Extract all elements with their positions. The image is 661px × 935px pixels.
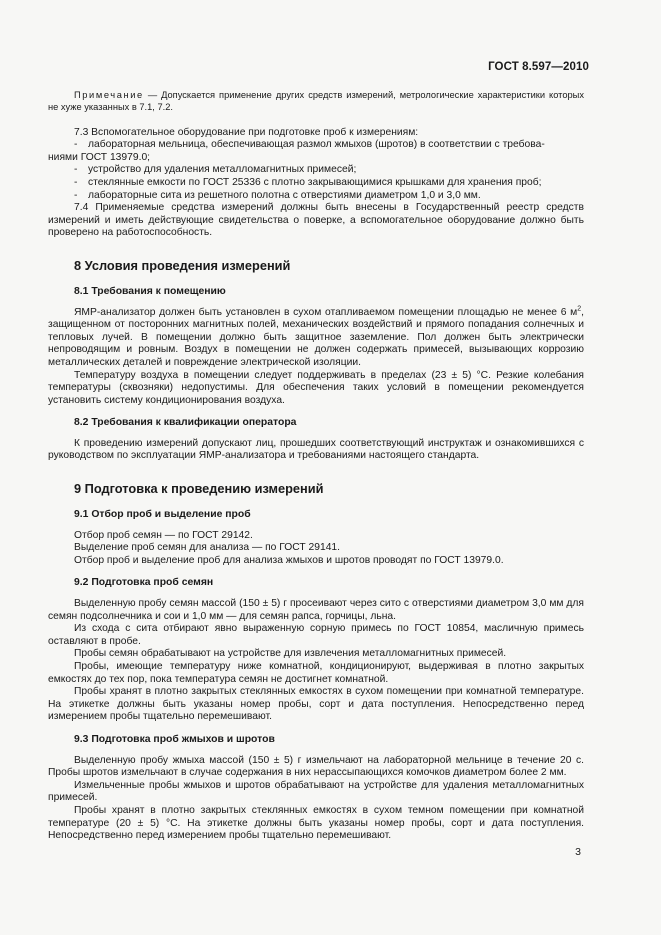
subsection-8-2-title: 8.2 Требования к квалификации оператора	[74, 417, 297, 429]
bullet-dash: -	[74, 139, 78, 151]
list-item-text: лабораторные сита из решетного полотна с отверстиями диаметром 1,0 и 3,0 мм.	[88, 189, 481, 201]
list-item-text: стеклянные емкости по ГОСТ 25336 с плотно закрывающимися крышками для хранения проб;	[88, 176, 542, 188]
clause-9-2-para-3: Пробы семян обрабатывают на устройстве для извлечения металломагнитных примесей.	[74, 648, 507, 660]
subsection-8-1-title: 8.1 Требования к помещению	[74, 285, 226, 297]
subsection-9-1-title: 9.1 Отбор проб и выделение проб	[74, 509, 251, 521]
clause-9-3-para-3: Пробы хранят в плотно закрытых стеклянных емкостях в сухом темном помещении при комнатной температуре (20 ± 5) °С. На этикетке должны быть указаны номер пробы, сорт и дата поступления. Непосредственно перед измерением пробы тщательно перемешивают.	[48, 804, 584, 842]
clause-8-1-para-2: Температуру воздуха в помещении следует поддерживать в пределах (23 ± 5) °С. Резкие колебания температуры (сквозняки) недопустимы. Для обеспечения таких условий в помещении рекомендуется установить систему кондиционирования воздуха.	[48, 369, 584, 406]
clause-9-2-para-4: Пробы, имеющие температуру ниже комнатной, кондиционируют, выдерживая в плотно закрытых емкостях до тех пор, пока температура семян не достигнет комнатной.	[48, 661, 584, 685]
clause-7-4: 7.4 Применяемые средства измерений должны быть внесены в Государственный реестр средств измерений и иметь действующие свидетельства о поверке, а вспомогательное оборудование должно быть проверено на работоспособность.	[48, 202, 584, 239]
clause-9-1-line-3: Отбор проб и выделение проб для анализа жмыхов и шротов проводят по ГОСТ 13979.0.	[74, 554, 504, 566]
list-item	[48, 177, 584, 190]
section-9-title: 9 Подготовка к проведению измерений	[74, 481, 324, 497]
list-item-text: устройство для удаления металломагнитных примесей;	[88, 164, 357, 176]
superscript: 2	[577, 305, 582, 313]
subsection-9-3-title: 9.3 Подготовка проб жмыхов и шротов	[74, 733, 275, 745]
para-text: ЯМР-анализатор должен быть установлен в сухом отапливаемом помещении площадью не менее 6 м	[74, 306, 578, 318]
clause-7-3-intro: 7.3 Вспомогательное оборудование при подготовке проб к измерениям:	[74, 126, 419, 138]
note-label: Примечание	[74, 90, 144, 100]
clause-8-1-para-1	[48, 307, 584, 370]
clause-9-3-para-2: Измельченные пробы жмыхов и шротов обрабатывают на устройстве для удаления металломагнитных примесей.	[48, 779, 584, 804]
list-item-text: лабораторная мельница, обеспечивающая размол жмыхов (шротов) в соответствии с требова-	[88, 139, 545, 151]
list-item	[48, 139, 584, 152]
clause-9-2-para-1: Выделенную пробу семян массой (150 ± 5) г просеивают через сито с отверстиями диаметром 3,0 мм для семян подсолнечника и сои и 1,0 мм — для семян рапса, горчицы, льна.	[48, 598, 584, 622]
clause-8-2-para-1: К проведению измерений допускают лиц, прошедших соответствующий инструктаж и ознакомившихся с руководством по эксплуатации ЯМР-анализатора и требованиями настоящего стандарта.	[48, 437, 584, 462]
bullet-dash: -	[74, 176, 78, 188]
document-header: ГОСТ 8.597—2010	[488, 61, 589, 73]
section-8-title: 8 Условия проведения измерений	[74, 257, 291, 273]
list-item-continuation: ниями ГОСТ 13979.0;	[48, 151, 151, 163]
para-text: , защищенном от посторонних магнитных полей, механических воздействий и прямого попадания солнечных и тепловых лучей. В помещении должно быть защитное заземление. Пол должен быть электрически непроводящим и ровным. Воздух в помещении не должен содержать примесей, вызывающих коррозию металлических деталей и повреждение электрической изоляции.	[48, 306, 584, 368]
subsection-9-2-title: 9.2 Подготовка проб семян	[74, 577, 214, 589]
clause-9-2-para-5: Пробы хранят в плотно закрытых стеклянных емкостях в сухом помещении при комнатной температуре. На этикетке должны быть указаны номер пробы, сорт и дата поступления. Непосредственно перед измерением пробы тщательно перемешивают.	[48, 686, 584, 723]
page-number: 3	[575, 846, 581, 858]
bullet-dash: -	[74, 164, 78, 176]
list-item	[48, 190, 584, 203]
note-text: — Допускается применение других средств измерений, метрологические характеристики которых не хуже указанных в 7.1, 7.2.	[48, 90, 584, 112]
clause-9-1-line-1: Отбор проб семян — по ГОСТ 29142.	[74, 529, 253, 541]
clause-9-3-para-1: Выделенную пробу жмыха массой (150 ± 5) г измельчают на лабораторной мельнице в течение 20 с. Пробы шротов измельчают в случае содержания в них нерассыпающихся комочков диаметром более 2 мм.	[48, 754, 584, 779]
clause-9-2-para-2: Из схода с сита отбирают явно выраженную сорную примесь по ГОСТ 10854, масличную примесь оставляют в пробе.	[48, 623, 584, 647]
note-paragraph	[48, 90, 584, 114]
clause-9-1-line-2: Выделение проб семян для анализа — по ГОСТ 29141.	[74, 542, 341, 554]
document-body	[48, 90, 584, 843]
list-item	[48, 164, 584, 177]
bullet-dash: -	[74, 189, 78, 201]
